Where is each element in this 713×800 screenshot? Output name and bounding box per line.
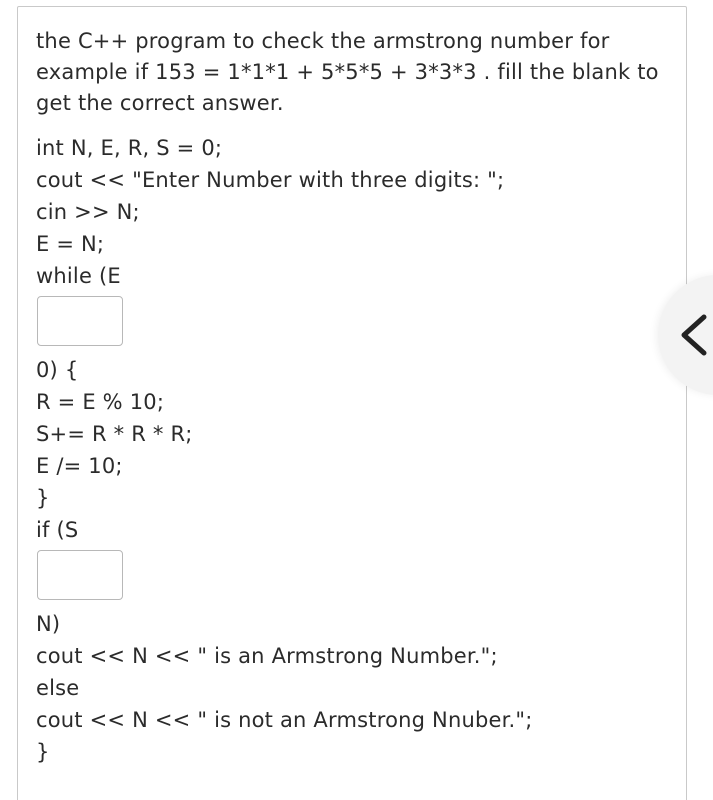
code-line: E = N; <box>36 232 105 256</box>
code-line: while (E <box>36 264 121 288</box>
question-prompt <box>36 26 659 119</box>
prompt-line: the C++ program to check the armstrong number for <box>36 29 610 53</box>
code-line: cin >> N; <box>36 200 140 224</box>
code-line: R = E % 10; <box>36 390 165 414</box>
prompt-line: get the correct answer. <box>36 91 284 115</box>
code-line: cout << "Enter Number with three digits: "; <box>36 168 505 192</box>
code-line: int N, E, R, S = 0; <box>36 136 223 160</box>
blank-2-input[interactable] <box>37 550 123 600</box>
prompt-line: example if 153 = 1*1*1 + 5*5*5 + 3*3*3 . fill the blank to <box>36 60 659 84</box>
code-line: if (S <box>36 518 79 542</box>
code-line: E /= 10; <box>36 454 123 478</box>
code-line: } <box>36 740 50 764</box>
chevron-left-icon <box>676 313 712 357</box>
code-line: cout << N << " is an Armstrong Number."; <box>36 644 498 668</box>
blank-1-container <box>36 292 636 354</box>
code-line: cout << N << " is not an Armstrong Nnuber."; <box>36 708 533 732</box>
code-block <box>36 132 636 768</box>
blank-1-input[interactable] <box>37 296 123 346</box>
blank-2-container <box>36 546 636 608</box>
code-line: S+= R * R * R; <box>36 422 193 446</box>
code-line: 0) { <box>36 358 79 382</box>
code-line: else <box>36 676 80 700</box>
code-line: } <box>36 486 50 510</box>
code-line: N) <box>36 612 61 636</box>
